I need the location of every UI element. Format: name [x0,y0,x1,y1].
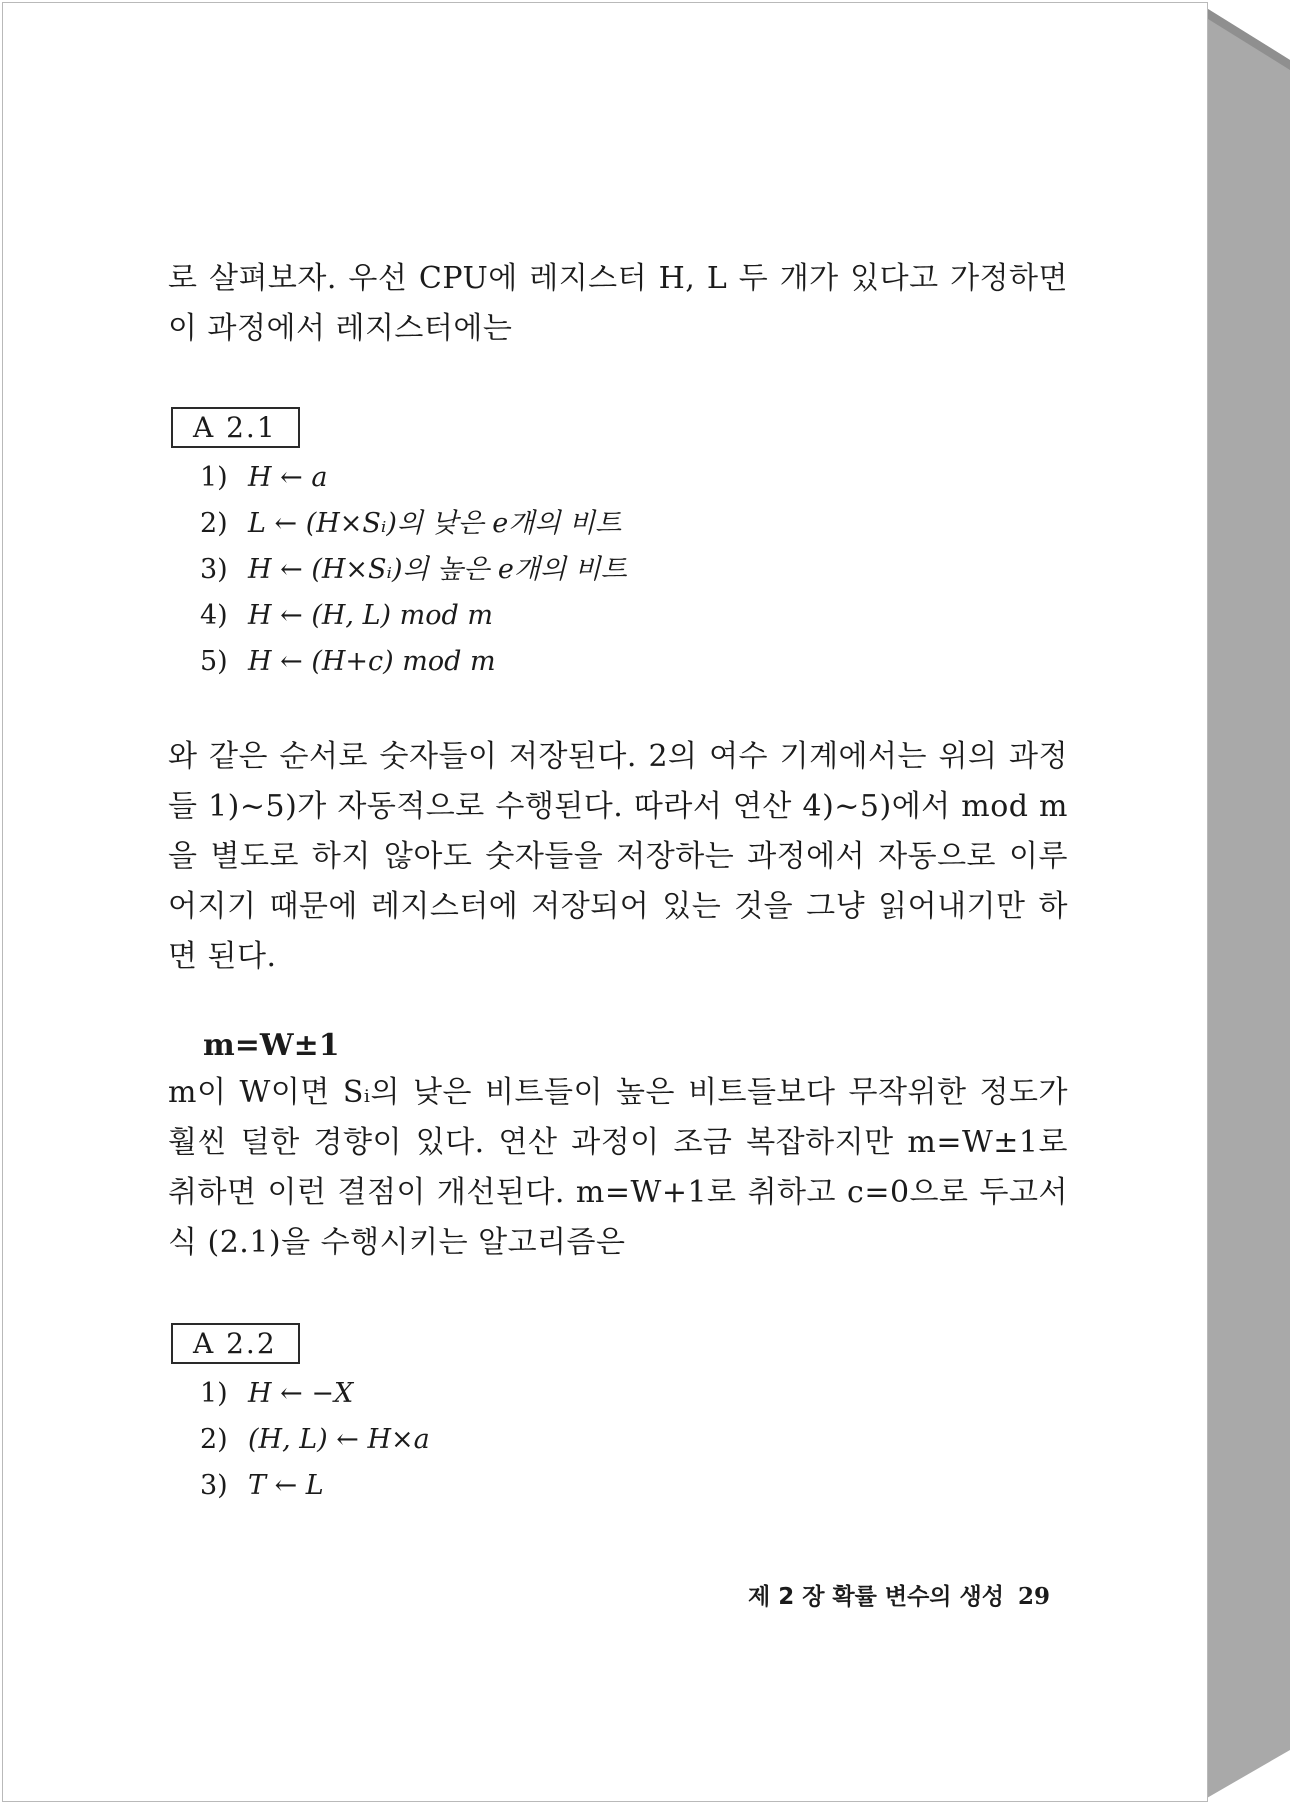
algorithm-step: 2) (H, L) ← H×a [200,1424,430,1455]
algorithm-step: 3) H ← (H×Sᵢ)의 높은 e개의 비트 [200,554,627,585]
method-paragraph: m이 W이면 Sᵢ의 낮은 비트들이 높은 비트들보다 무작위한 정도가 훨씬 덜한 경향이 있다. 연산 과정이 조금 복잡하지만 m=W±1로 취하면 이런 결점이 개선된다. m=W+1로 취하고 c=0으로 두고서 식 (2.1)을 수행시키는 알고리즘은 [168,1075,1068,1260]
intro-paragraph: 로 살펴보자. 우선 CPU에 레지스터 H, L 두 개가 있다고 가정하면 이 과정에서 레지스터에는 [168,261,1068,346]
algorithm-a21-steps [200,455,627,685]
algorithm-step: 3) T ← L [200,1470,324,1501]
algorithm-step: 2) L ← (H×Sᵢ)의 낮은 e개의 비트 [200,508,622,539]
page-footer [680,1578,1050,1611]
algorithm-step: 1) H ← a [200,462,328,493]
algorithm-label-a22: A 2.2 [171,1323,300,1364]
algorithm-step: 4) H ← (H, L) mod m [200,600,493,631]
algorithm-step: 5) H ← (H+c) mod m [200,646,496,677]
algorithm-step: 1) H ← −X [200,1378,354,1409]
explanation-paragraph: 와 같은 순서로 숫자들이 저장된다. 2의 여수 기계에서는 위의 과정들 1)~5)가 자동적으로 수행된다. 따라서 연산 4)~5)에서 mod m을 별도로 하지 않아도 숫자들을 저장하는 과정에서 자동으로 이루어지기 때문에 레지스터에 저장되어 있는 것을 그냥 읽어내기만 하면 된다. [168,739,1068,974]
section-heading: m=W±1 [203,1028,340,1063]
chapter-title: 제 2 장 확률 변수의 생성 [747,1584,1004,1610]
algorithm-label-a21: A 2.1 [171,407,300,448]
page-number: 29 [1017,1583,1050,1610]
algorithm-a22-steps [200,1371,430,1509]
